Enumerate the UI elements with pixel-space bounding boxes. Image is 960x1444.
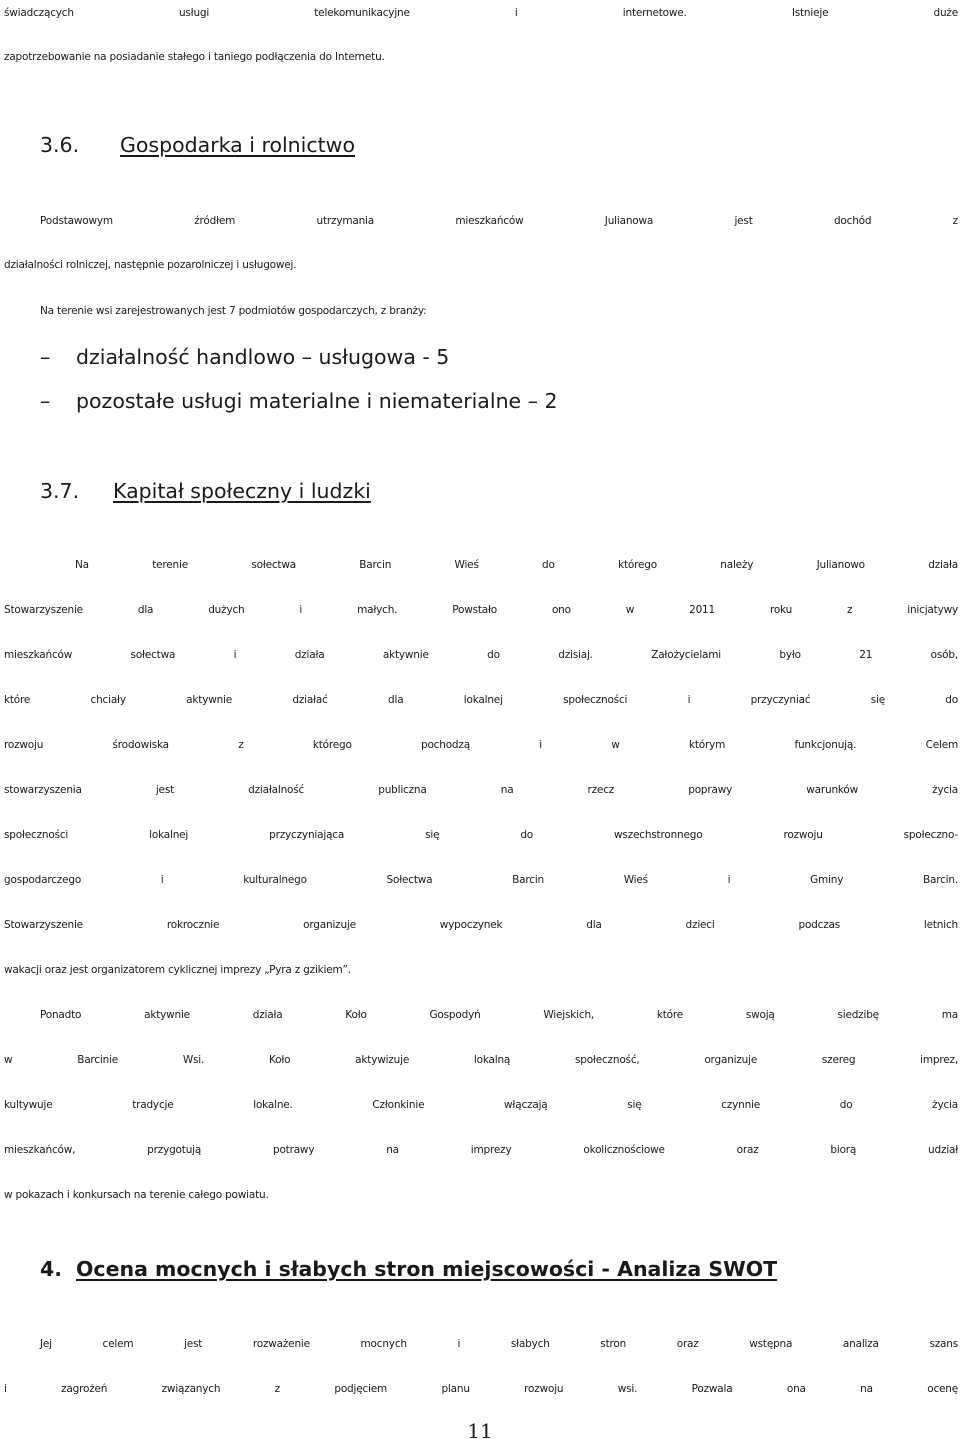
paragraph-line: Podstawowym źródłem utrzymania mieszkańców Julianowa jest dochód z	[40, 215, 958, 227]
paragraph-line: Na terenie wsi zarejestrowanych jest 7 podmiotów gospodarczych, z branży:	[40, 305, 427, 317]
paragraph-line: mieszkańców, przygotują potrawy na imprezy okolicznościowe oraz biorą udział	[4, 1144, 958, 1156]
section-title: Gospodarka i rolnictwo	[120, 133, 355, 157]
paragraph-line: stowarzyszenia jest działalność publiczna na rzecz poprawy warunków życia	[4, 784, 958, 796]
chapter-title: Ocena mocnych i słabych stron miejscowości - Analiza SWOT	[76, 1257, 778, 1281]
section-title: Kapitał społeczny i ludzki	[113, 479, 371, 503]
paragraph-line: Stowarzyszenie dla dużych i małych. Powstało ono w 2011 roku z inicjatywy	[4, 604, 958, 616]
paragraph-line: rozwoju środowiska z którego pochodzą i w którym funkcjonują. Celem	[4, 739, 958, 751]
bullet-dash: –	[40, 389, 51, 413]
paragraph-line: działalności rolniczej, następnie pozarolniczej i usługowej.	[4, 259, 297, 271]
paragraph-line: świadczących usługi telekomunikacyjne i internetowe. Istnieje duże	[4, 7, 958, 19]
paragraph-line: i zagrożeń związanych z podjęciem planu rozwoju wsi. Pozwala ona na ocenę	[4, 1383, 958, 1395]
paragraph-line: Ponadto aktywnie działa Koło Gospodyń Wiejskich, które swoją siedzibę ma	[40, 1009, 958, 1021]
section-number: 3.7.	[40, 479, 80, 503]
bullet-item: działalność handlowo – usługowa - 5	[76, 345, 450, 369]
bullet-item: pozostałe usługi materialne i niematerialne – 2	[76, 389, 558, 413]
section-number: 3.6.	[40, 133, 80, 157]
paragraph-line: Na terenie sołectwa Barcin Wieś do którego należy Julianowo działa	[75, 559, 958, 571]
bullet-dash: –	[40, 345, 51, 369]
paragraph-line: zapotrzebowanie na posiadanie stałego i taniego podłączenia do Internetu.	[4, 51, 385, 63]
paragraph-line: Jej celem jest rozważenie mocnych i słabych stron oraz wstępna analiza szans	[40, 1338, 958, 1350]
paragraph-line: kultywuje tradycje lokalne. Członkinie włączają się czynnie do życia	[4, 1099, 958, 1111]
paragraph-line: które chciały aktywnie działać dla lokalnej społeczności i przyczyniać się do	[4, 694, 958, 706]
paragraph-line: społeczności lokalnej przyczyniająca się do wszechstronnego rozwoju społeczno-	[4, 829, 958, 841]
paragraph-line: wakacji oraz jest organizatorem cyklicznej imprezy „Pyra z gzikiem”.	[4, 964, 351, 976]
page-number: 11	[467, 1419, 493, 1443]
paragraph-line: Stowarzyszenie rokrocznie organizuje wypoczynek dla dzieci podczas letnich	[4, 919, 958, 931]
chapter-number: 4.	[40, 1257, 63, 1281]
paragraph-line: mieszkańców sołectwa i działa aktywnie do dzisiaj. Założycielami było 21 osób,	[4, 649, 958, 661]
paragraph-line: w Barcinie Wsi. Koło aktywizuje lokalną społeczność, organizuje szereg imprez,	[4, 1054, 958, 1066]
paragraph-line: w pokazach i konkursach na terenie całego powiatu.	[4, 1189, 269, 1201]
paragraph-line: gospodarczego i kulturalnego Sołectwa Barcin Wieś i Gminy Barcin.	[4, 874, 958, 886]
